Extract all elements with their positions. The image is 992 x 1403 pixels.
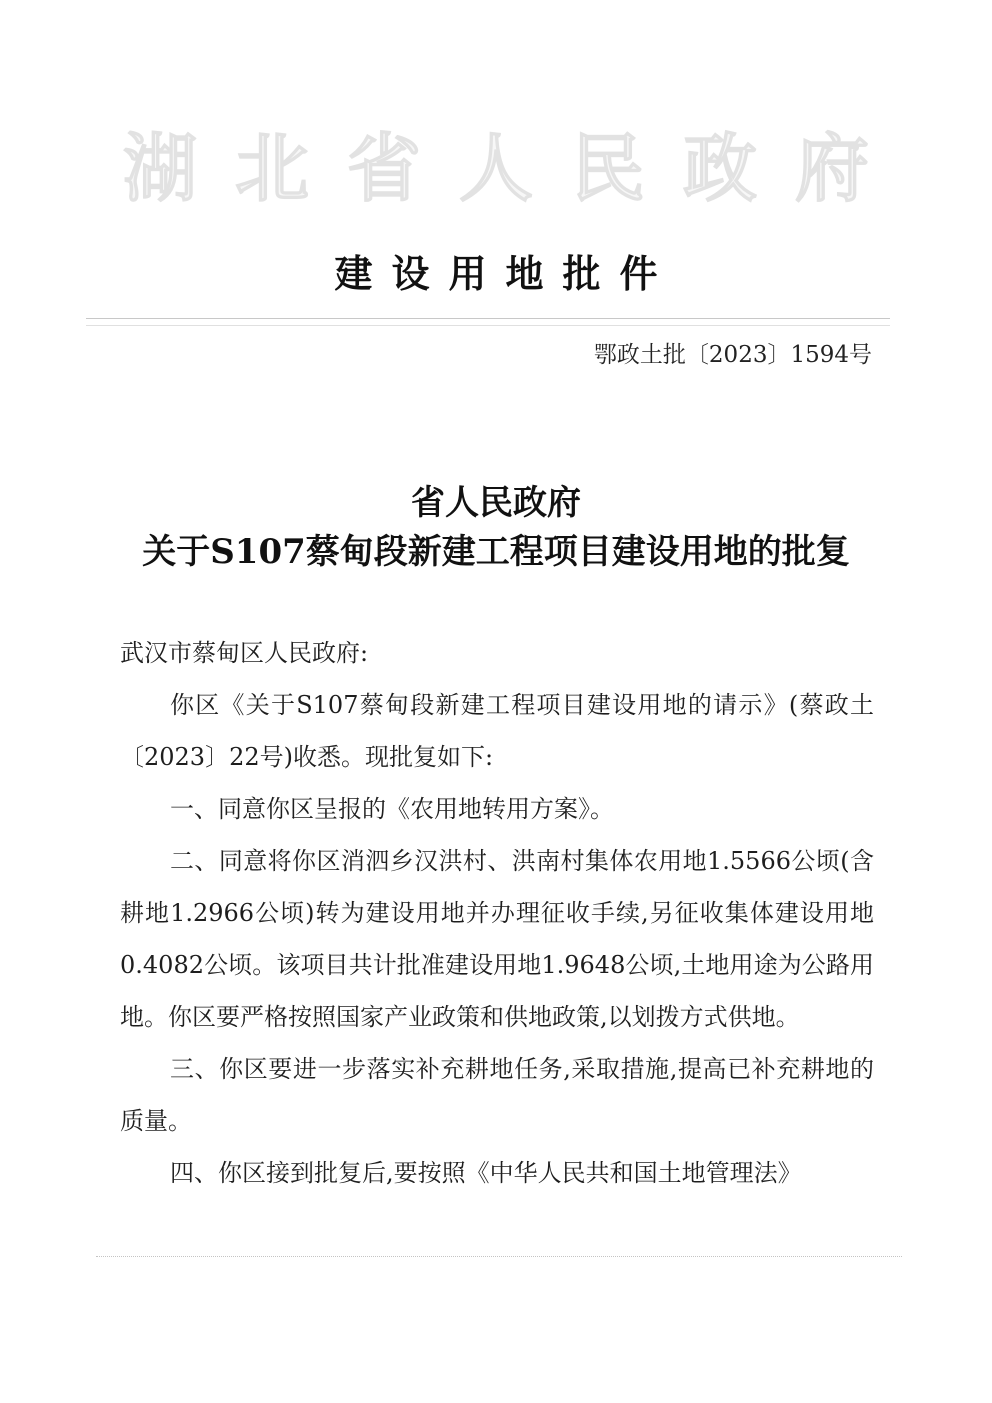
- document-body: [120, 627, 874, 1199]
- header-divider: [86, 318, 890, 326]
- paragraph-item-3: 三、你区要进一步落实补充耕地任务,采取措施,提高已补充耕地的质量。: [120, 1055, 874, 1135]
- issuer-masthead: 湖北省人民政府: [123, 126, 907, 212]
- document-title-line-2: 关于S107蔡甸段新建工程项目建设用地的批复: [142, 532, 850, 572]
- document-number: 鄂政土批〔2023〕1594号: [593, 342, 872, 368]
- document-kind-heading: 建设用地批件: [334, 252, 677, 296]
- footer-divider: [96, 1256, 902, 1257]
- addressee: 武汉市蔡甸区人民政府:: [120, 639, 369, 667]
- paragraph-item-1: 一、同意你区呈报的《农用地转用方案》。: [170, 795, 614, 823]
- paragraph-request-receipt: 你区《关于S107蔡甸段新建工程项目建设用地的请示》(蔡政土〔2023〕22号)收悉。现批复如下:: [120, 691, 874, 771]
- paragraph-item-2: 二、同意将你区消泗乡汉洪村、洪南村集体农用地1.5566公顷(含耕地1.2966公顷)转为建设用地并办理征收手续,另征收集体建设用地0.4082公顷。该项目共计批准建设用地1.9648公顷,土地用途为公路用地。你区要严格按照国家产业政策和供地政策,以划拨方式供地。: [120, 847, 874, 1031]
- paragraph-item-4: 四、你区接到批复后,要按照《中华人民共和国土地管理法》: [170, 1159, 802, 1187]
- document-title-line-1: 省人民政府: [411, 483, 581, 523]
